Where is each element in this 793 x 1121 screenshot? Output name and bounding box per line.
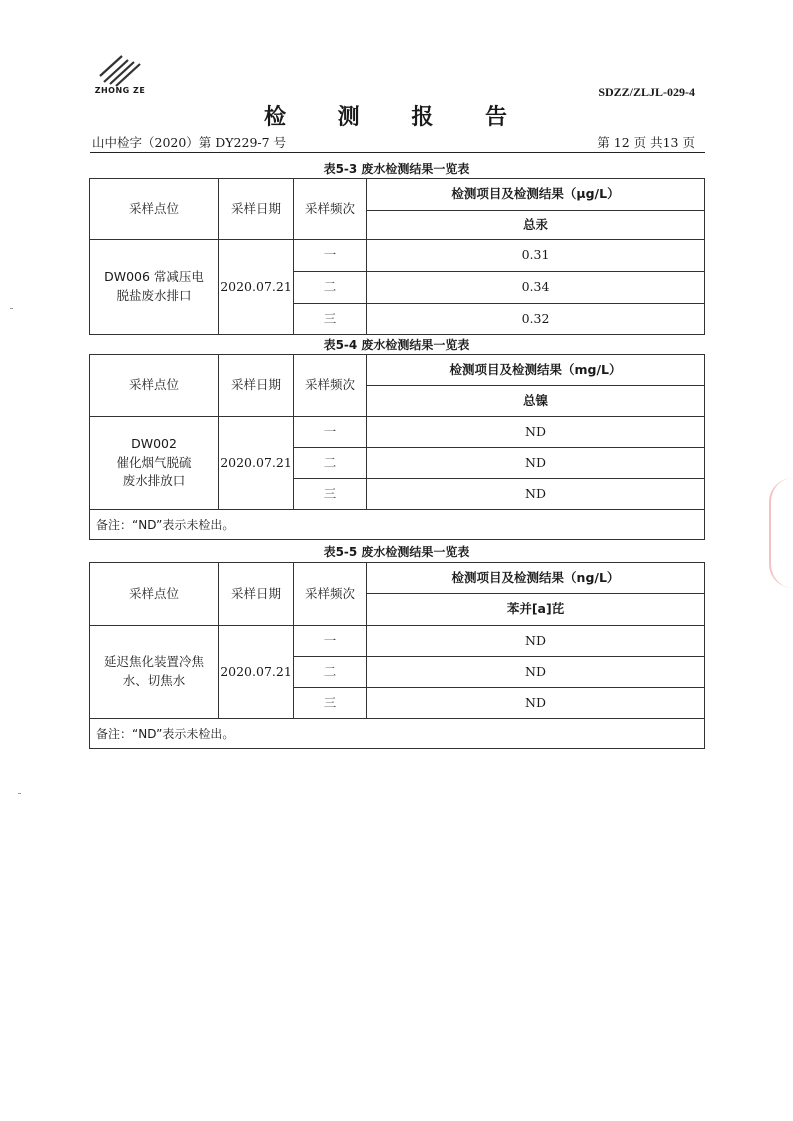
- header-test-project: 检测项目及检测结果（mg/L）: [367, 355, 705, 386]
- frequency-cell: 一: [294, 240, 367, 272]
- page-number: 第 12 页 共13 页: [597, 135, 695, 150]
- header-sampling-frequency: 采样频次: [294, 179, 367, 240]
- frequency-cell: 三: [294, 304, 367, 335]
- scan-mark: [10, 308, 13, 309]
- header-test-item: 苯并[a]芘: [367, 594, 705, 626]
- header-test-item: 总汞: [367, 211, 705, 240]
- table-note: 备注：“ND”表示未检出。: [90, 510, 705, 540]
- result-value-cell: ND: [367, 448, 705, 479]
- document-code: SDZZ/ZLJL-029-4: [598, 85, 695, 99]
- result-value-cell: ND: [367, 479, 705, 510]
- header-sampling-site: 采样点位: [90, 179, 219, 240]
- header-sampling-site: 采样点位: [90, 355, 219, 417]
- header-sampling-frequency: 采样频次: [294, 563, 367, 626]
- table-caption: 表5-5 废水检测结果一览表: [323, 545, 470, 559]
- header-test-project: 检测项目及检测结果（μg/L）: [367, 179, 705, 211]
- header-test-project: 检测项目及检测结果（ng/L）: [367, 563, 705, 594]
- site-line: 废水排放口: [122, 473, 186, 489]
- site-line: DW006 常减压电: [104, 269, 204, 285]
- seal-edge-mark: [769, 478, 793, 588]
- sampling-site-cell: [90, 417, 219, 510]
- table-caption: 表5-3 废水检测结果一览表: [323, 162, 470, 176]
- sampling-date-cell: 2020.07.21: [219, 240, 294, 335]
- header-sampling-date: 采样日期: [219, 563, 294, 626]
- results-table-5-5: [89, 562, 705, 749]
- results-table-5-3: [89, 178, 705, 335]
- sampling-date-cell: 2020.07.21: [219, 626, 294, 719]
- header-sampling-frequency: 采样频次: [294, 355, 367, 417]
- site-line: 水、切焦水: [122, 673, 186, 688]
- report-title: 检 测 报 告: [264, 105, 529, 130]
- result-value-cell: ND: [367, 657, 705, 688]
- table-row: [90, 626, 705, 657]
- site-line: 脱盐废水排口: [116, 288, 192, 303]
- result-value-cell: ND: [367, 688, 705, 719]
- frequency-cell: 三: [294, 688, 367, 719]
- site-line: DW002: [131, 435, 177, 451]
- header-test-item: 总镍: [367, 386, 705, 417]
- sampling-date-cell: 2020.07.21: [219, 417, 294, 510]
- frequency-cell: 二: [294, 272, 367, 304]
- sampling-site-cell: [90, 626, 219, 719]
- sampling-site-cell: [90, 240, 219, 335]
- site-line: 延迟焦化装置冷焦: [103, 654, 204, 670]
- result-value-cell: 0.32: [367, 304, 705, 335]
- frequency-cell: 二: [294, 448, 367, 479]
- table-note: 备注：“ND”表示未检出。: [90, 719, 705, 749]
- header-sampling-date: 采样日期: [219, 179, 294, 240]
- frequency-cell: 二: [294, 657, 367, 688]
- result-value-cell: 0.34: [367, 272, 705, 304]
- results-table-5-4: [89, 354, 705, 540]
- header-sampling-site: 采样点位: [90, 563, 219, 626]
- report-reference-number: 山中检字（2020）第 DY229-7 号: [92, 135, 287, 150]
- frequency-cell: 一: [294, 626, 367, 657]
- result-value-cell: ND: [367, 417, 705, 448]
- scan-mark: [18, 793, 21, 794]
- table-row: [90, 240, 705, 272]
- result-value-cell: ND: [367, 626, 705, 657]
- header-divider: [90, 152, 705, 153]
- logo-text: ZHONG ZE: [94, 86, 146, 95]
- site-line: 催化烟气脱硫: [116, 454, 192, 470]
- table-note-row: [90, 719, 705, 749]
- table-note-row: [90, 510, 705, 540]
- result-value-cell: 0.31: [367, 240, 705, 272]
- table-row: [90, 417, 705, 448]
- frequency-cell: 三: [294, 479, 367, 510]
- header-sampling-date: 采样日期: [219, 355, 294, 417]
- frequency-cell: 一: [294, 417, 367, 448]
- table-caption: 表5-4 废水检测结果一览表: [323, 338, 470, 352]
